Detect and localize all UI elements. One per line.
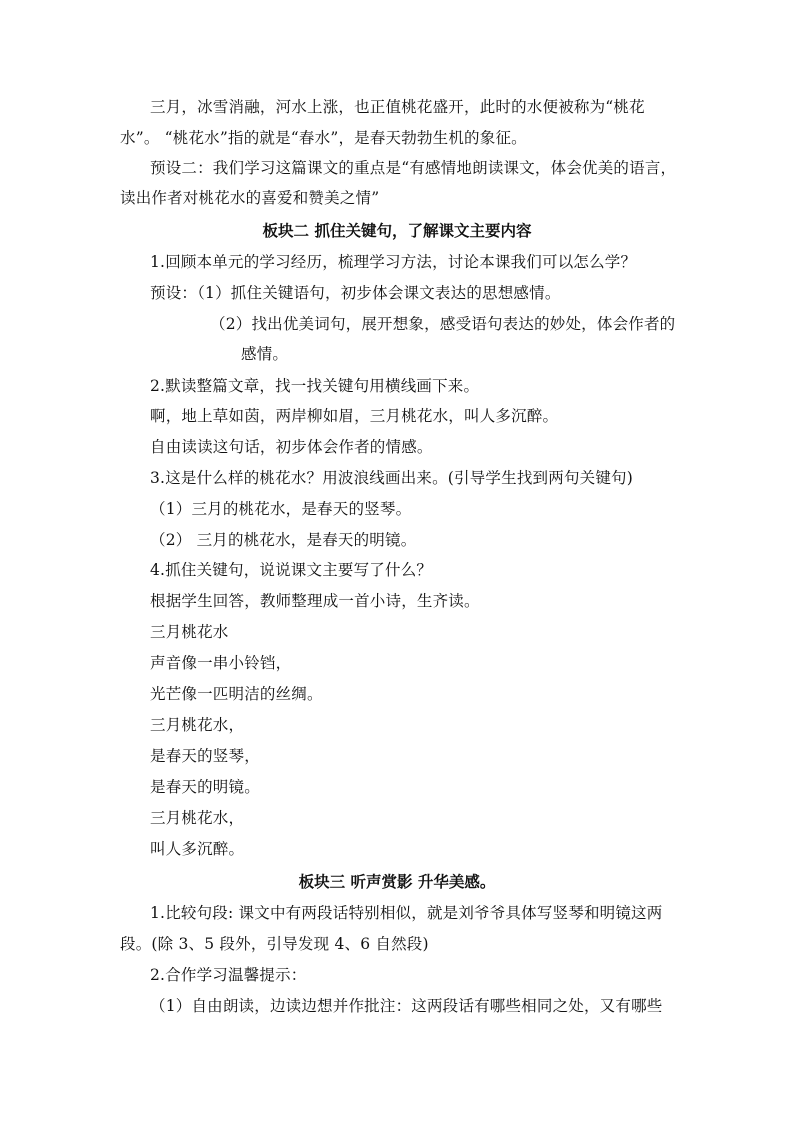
poem-line: 光芒像一匹明洁的丝绸。 <box>150 685 323 703</box>
section-line: 自由读读这句话，初步体会作者的情感。 <box>150 438 433 456</box>
paragraph-line: 预设二：我们学习这篇课文的重点是“有感情地朗读课文，体会优美的语言， <box>150 159 677 177</box>
paragraph-line: 读出作者对桃花水的喜爱和赞美之情” <box>120 189 380 207</box>
section-line: 段。(除 3、5 段外，引导发现 4、6 自然段) <box>120 935 429 953</box>
section-line: 啊，地上草如茵，两岸柳如眉，三月桃花水，叫人多沉醉。 <box>150 407 559 425</box>
poem-line: 是春天的竖琴， <box>150 747 260 765</box>
section-line: 预设：（1）抓住关键语句，初步体会课文表达的思想感情。 <box>150 284 561 302</box>
poem-line: 叫人多沉醉。 <box>150 840 245 858</box>
section-heading-2: 板块二 抓住关键句，了解课文主要内容 <box>262 221 532 240</box>
section-line: （2） 三月的桃花水，是春天的明镜。 <box>150 531 417 549</box>
poem-line: 声音像一串小铃铛， <box>150 654 292 672</box>
section-line: （1）三月的桃花水，是春天的竖琴。 <box>150 500 412 518</box>
paragraph-line: 水”。 “桃花水”指的就是“春水”，是春天勃勃生机的象征。 <box>120 129 527 147</box>
section-line: 2.默读整篇文章，找一找关键句用横线画下来。 <box>150 377 480 395</box>
poem-line: 三月桃花水， <box>150 716 245 734</box>
section-line: 4.抓住关键句，说说课文主要写了什么？ <box>150 561 433 579</box>
section-line: 根据学生回答，教师整理成一首小诗，生齐读。 <box>150 592 480 610</box>
section-line: （1）自由朗读，边读边想并作批注：这两段话有哪些相同之处，又有哪些 <box>150 997 663 1015</box>
poem-line: 三月桃花水 <box>150 623 229 641</box>
section-heading-3: 板块三 听声赏影 升华美感。 <box>298 872 496 891</box>
paragraph-line: 三月，冰雪消融，河水上涨，也正值桃花盛开，此时的水便被称为“桃花 <box>150 98 645 116</box>
section-line: 1.回顾本单元的学习经历，梳理学习方法，讨论本课我们可以怎么学？ <box>150 253 637 271</box>
poem-line: 是春天的明镜。 <box>150 778 260 796</box>
section-line: 感情。 <box>241 345 289 363</box>
section-line: 1.比较句段: 课文中有两段话特别相似，就是刘爷爷具体写竖琴和明镜这两 <box>150 904 663 922</box>
section-line: （2）找出优美词句，展开想象，感受语句表达的妙处，体会作者的 <box>210 315 676 333</box>
section-line: 3.这是什么样的桃花水？用波浪线画出来。(引导学生找到两句关键句) <box>150 469 633 487</box>
poem-line: 三月桃花水， <box>150 809 245 827</box>
section-line: 2.合作学习温馨提示： <box>150 966 307 984</box>
